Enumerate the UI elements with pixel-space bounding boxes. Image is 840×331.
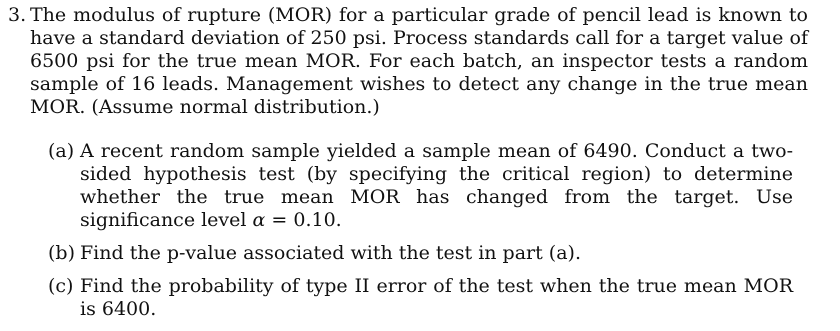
part-a-text bbox=[80, 140, 793, 232]
problem-statement bbox=[8, 4, 808, 119]
part-c bbox=[48, 275, 793, 321]
problem-number: 3. bbox=[8, 4, 27, 26]
part-b-label: (b) bbox=[48, 242, 75, 264]
part-b-text: Find the p-value associated with the test in part (a). bbox=[80, 242, 581, 264]
part-c-text: Find the probability of type II error of the test when the true mean MOR is 6400. bbox=[80, 275, 793, 320]
part-b bbox=[48, 242, 793, 265]
problem-parts bbox=[48, 140, 793, 331]
problem-header bbox=[8, 4, 808, 119]
part-a-text-after: = 0.10. bbox=[265, 209, 342, 231]
part-a bbox=[48, 140, 793, 232]
problem-text: The modulus of rupture (MOR) for a particular grade of pencil lead is known to have a standard deviation of 250 psi. Process standards call for a target value of 6500 psi for the true mean MOR. For each batch, an inspector tests a random sample of 16 leads. Management wishes to detect any change in the true mean MOR. (Assume normal distribution.) bbox=[30, 4, 808, 118]
part-a-text-before: A recent random sample yielded a sample mean of 6490. Conduct a two-sided hypothesis test (by specifying the critical region) to determine whether the true mean MOR has changed from the target. Use significance level bbox=[80, 140, 793, 231]
part-c-label: (c) bbox=[48, 275, 74, 297]
part-a-label: (a) bbox=[48, 140, 75, 162]
alpha-symbol: α bbox=[252, 209, 266, 231]
